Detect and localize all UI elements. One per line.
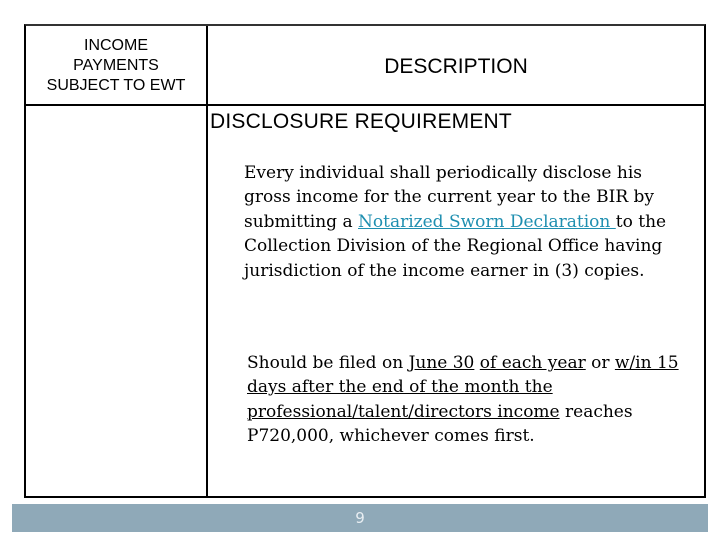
paragraph2-part4: reaches P720,000, whichever comes first.	[247, 401, 633, 447]
paragraph1-text-before: Every individual shall periodically disclose his gross income for the current year to the BIR by submitting a	[244, 163, 655, 232]
paragraph2-part1: Should be filed on	[247, 353, 409, 373]
header-description: DESCRIPTION	[384, 55, 528, 78]
section-title: DISCLOSURE REQUIREMENT	[210, 110, 512, 133]
page-number: 9	[355, 509, 365, 527]
header-divider	[26, 104, 704, 106]
deadline-alternative: w/in 15 days after the end of the month the professional/talent/directors income	[247, 353, 679, 422]
header-income-payments	[26, 28, 206, 104]
deadline-each-year: of each year	[479, 353, 586, 373]
paragraph2-part3: or	[585, 353, 615, 373]
deadline-date: June 30	[408, 353, 475, 373]
paragraph1-text-after: to the Collection Division of the Regional Office having jurisdiction of the income earner in (3) copies.	[244, 211, 667, 281]
header-left-line1: INCOME	[84, 37, 148, 54]
paragraph-filing-deadline	[247, 351, 697, 449]
paragraph-disclosure	[244, 161, 694, 283]
notarized-sworn-declaration-link[interactable]: Notarized Sworn Declaration	[358, 211, 616, 232]
header-left-line3: SUBJECT TO EWT	[46, 77, 186, 94]
header-left-line2: PAYMENTS	[73, 57, 159, 74]
